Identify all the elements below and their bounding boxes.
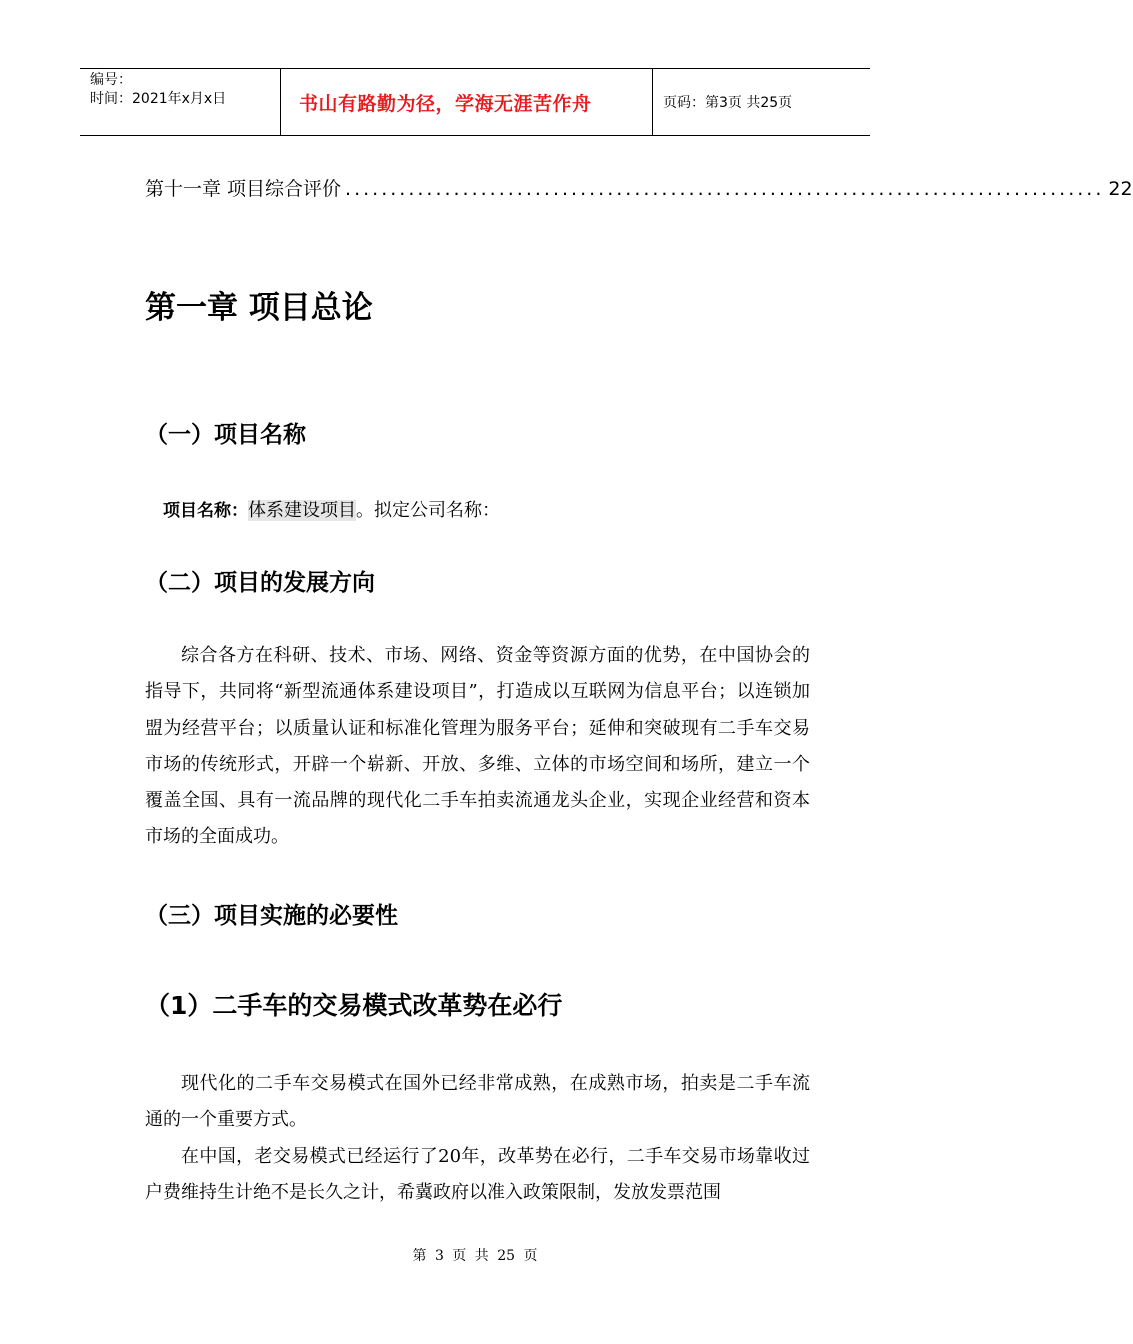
project-name-line <box>163 496 500 522</box>
section-2-title: （二）项目的发展方向 <box>145 570 375 596</box>
subsection-1-paragraph-1: 现代化的二手车交易模式在国外已经非常成熟，在成熟市场，拍卖是二手车流通的一个重要方式。 <box>145 1073 810 1131</box>
page-footer: 第 3 页 共 25 页 <box>412 1248 538 1264</box>
header-meta-cell <box>80 69 281 135</box>
header-motto: 书山有路勤为径，学海无涯苦作舟 <box>299 92 592 115</box>
section-2-paragraph: 综合各方在科研、技术、市场、网络、资金等资源方面的优势，在中国协会的指导下，共同将“新型流通体系建设项目”，打造成以互联网为信息平台；以连锁加盟为经营平台；以质量认证和标准化管理为服务平台；延伸和突破现有二手车交易市场的传统形式，开辟一个崭新、开放、多维、立体的市场空间和场所，建立一个覆盖全国、具有一流品牌的现代化二手车拍卖流通龙头企业，实现企业经营和资本市场的全面成功。 <box>145 645 810 848</box>
section-1-title: （一）项目名称 <box>145 422 306 448</box>
header-page-info: 页码：第3页 共25页 <box>663 95 793 111</box>
chapter-title: 第一章 项目总论 <box>145 290 373 326</box>
toc-entry-title: 第十一章 项目综合评价 <box>145 178 342 200</box>
document-number-label: 编号： <box>90 72 132 88</box>
project-name-rest: 。拟定公司名称： <box>356 500 500 521</box>
toc-entry[interactable] <box>145 174 1133 201</box>
toc-entry-page: 22 <box>1108 178 1133 200</box>
document-time-label: 时间：2021年x月x日 <box>90 91 227 107</box>
project-name-value: 体系建设项目 <box>248 500 356 521</box>
header-motto-cell <box>281 69 653 135</box>
subsection-1-paragraph-2: 在中国，老交易模式已经运行了20年，改革势在必行，二手车交易市场靠收过户费维持生计绝不是长久之计，希冀政府以准入政策限制，发放发票范围 <box>145 1146 810 1204</box>
toc-leader-dots: .................................................................................... <box>345 178 1105 200</box>
subsection-1-title: （1）二手车的交易模式改革势在必行 <box>145 991 563 1020</box>
page-header <box>80 68 870 136</box>
project-name-label: 项目名称： <box>163 501 248 521</box>
section-3-title: （三）项目实施的必要性 <box>145 903 398 929</box>
header-page-cell <box>653 69 870 135</box>
